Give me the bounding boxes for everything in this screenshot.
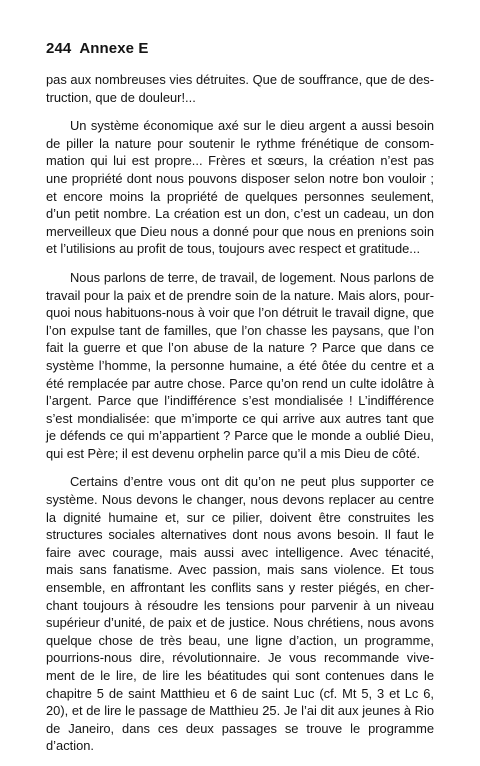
page-number: 244 <box>46 40 72 57</box>
book-page <box>46 40 434 766</box>
body-text <box>46 71 434 755</box>
paragraph-change-system: Certains d’entre vous ont dit qu’on ne peut plus supporter ce système. Nous devons le changer, nous devons replacer au centre la dignité humaine et, sur ce pilier, doivent être construites les structures sociales alternatives dont nous avons besoin. Il faut le faire avec courage, mais aussi avec intelligence. Avec ténacité, mais sans fanatisme. Avec passion, mais sans violence. Et tous ensemble, en affrontant les conflits sans y rester piégés, en cherchant toujours à résoudre les tensions pour parvenir à un niveau supérieur d’unité, de paix et de justice. Nous chrétiens, nous avons quelque chose de très beau, une ligne d’action, un programme, pourrions-nous dire, révolutionnaire. Je vous recommande vivement de le lire, de lire les béatitudes qui sont contenues dans le chapitre 5 de saint Matthieu et 6 de saint Luc (cf. Mt 5, 3 et Lc 6, 20), et de lire le passage de Matthieu 25. Je l’ai dit aux jeunes à Rio de Janeiro, dans ces deux passages se trouve le programme d’action. <box>46 474 434 754</box>
paragraph-continuation: pas aux nombreuses vies détruites. Que de souffrance, que de destruction, que de douleur!... <box>46 72 434 105</box>
running-header <box>46 40 434 57</box>
paragraph-economic-system: Un système économique axé sur le dieu argent a aussi besoin de piller la nature pour soutenir le rythme frénétique de consommation qui lui est propre... Frères et sœurs, la création n’est pas une propriété dont nous pouvons disposer selon notre bon vouloir ; et encore moins la propriété de quelques personnes seulement, d’un petit nombre. La création est un don, c’est un cadeau, un don merveilleux que Dieu nous a donné pour que nous en prenions soin et l’utilisions au profit de tous, toujours avec respect et gratitude... <box>46 118 434 257</box>
section-title: Annexe E <box>79 40 149 57</box>
paragraph-land-work-housing: Nous parlons de terre, de travail, de logement. Nous parlons de travail pour la paix et de prendre soin de la nature. Mais alors, pourquoi nous habituons-nous à voir que l’on détruit le travail digne, que l’on expulse tant de familles, que l’on chasse les paysans, que l’on fait la guerre et que l’on abuse de la nature ? Parce que dans ce système l’homme, la personne humaine, a été ôtée du centre et a été remplacée par autre chose. Parce qu’on rend un culte idolâtre à l’argent. Parce que l’indifférence s’est mondialisée ! L’indifférence s’est mondialisée: que m’importe ce qui arrive aux autres tant que je défends ce qui m’appartient ? Parce que le monde a oublié Dieu, qui est Père; il est devenu orphelin parce qu’il a mis Dieu de côté. <box>46 269 434 461</box>
